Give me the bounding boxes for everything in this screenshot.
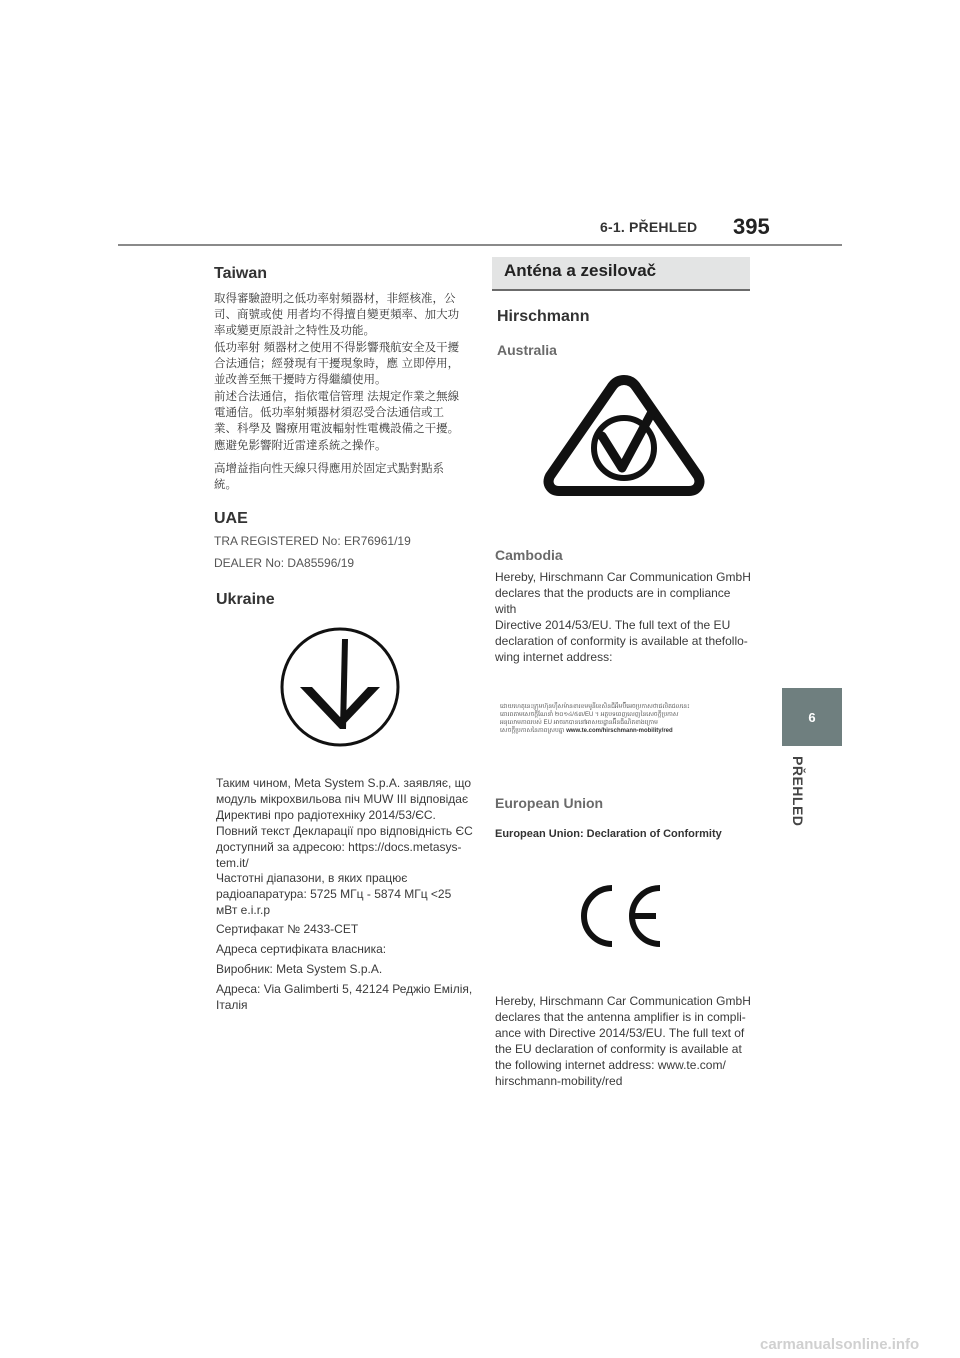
watermark: carmanualsonline.info xyxy=(760,1336,920,1353)
taiwan-paragraph-2: 低功率射 頻器材之使用不得影響飛航安全及干擾 合法通信；經發現有干擾現象時，應 立即停用， 並改善至無干擾時方得繼續使用。 xyxy=(214,340,460,386)
ukraine-manufacturer: Виробник: Meta System S.p.A. xyxy=(216,962,383,976)
taiwan-paragraph-5: 高增益指向性天線只得應用於固定式點對點系 統。 xyxy=(214,461,444,491)
cambodia-declaration: Hereby, Hirschmann Car Communication GmbH declares that the products are in compliance with Directive 2014/53/EU. The full text of the EU declaration of conformity is available at thefollo- wing internet address: xyxy=(495,570,751,664)
ce-mark-icon xyxy=(576,884,664,948)
section-label: 6-1. PŘEHLED xyxy=(600,219,698,235)
ukraine-frequency: Частотні діапазони, в яких працює радіоапаратура: 5725 МГц - 5874 МГц <25 мВт e.i.r.p xyxy=(216,871,452,917)
ukraine-certificate: Сертифакат № 2433-CET xyxy=(216,922,359,936)
eu-subheading: European Union: Declaration of Conformity xyxy=(495,828,722,840)
uae-registration: TRA REGISTERED No: ER76961/19 DEALER No: DA85596/19 xyxy=(214,534,411,570)
ukraine-address: Адреса: Via Galimberti 5, 42124 Реджіо Емілія, Італія xyxy=(216,982,473,1012)
eu-declaration: Hereby, Hirschmann Car Communication GmbH declares that the antenna amplifier is in compli- ance with Directive 2014/53/EU. The full text of the EU declaration of conformity is available at the following internet address: www.te.com/ hirschmann-mobility/red xyxy=(495,994,751,1088)
rcm-compliance-mark-icon xyxy=(540,372,708,496)
eu-heading: European Union xyxy=(495,795,604,811)
chapter-tab-number: 6 xyxy=(808,709,816,725)
header-divider xyxy=(118,244,842,246)
chapter-tab-label: PŘEHLED xyxy=(790,756,806,827)
section-banner-title: Anténa a zesilovač xyxy=(504,261,657,280)
cambodia-heading: Cambodia xyxy=(495,547,563,563)
ukrsepro-mark-icon xyxy=(278,625,402,749)
page-number: 395 xyxy=(733,214,770,239)
section-banner xyxy=(492,257,750,291)
ukraine-heading: Ukraine xyxy=(216,591,275,608)
taiwan-heading: Taiwan xyxy=(214,265,268,282)
brand-heading: Hirschmann xyxy=(497,308,590,325)
taiwan-paragraph-3: 前述合法通信，指依電信管理 法規定作業之無線 電通信。低功率射頻器材須忍受合法通信或工 業、科學及 醫療用電波輻射性電機設備之干擾。 xyxy=(214,389,460,435)
cambodia-khmer-url: www.te.com/hirschmann-mobility/red xyxy=(566,728,673,734)
cambodia-khmer-declaration: ដោយហេតុនេះក្រុមហ៊ុនហ៊ឺសម៉ានខារខមមូនីខេសិនជីអឹមប៊ីអេចប្រកាសថាផលិតផលនេះ គោរពតាមសេចក្តីណែនាំ ២០១៤/៥៣/EU ។ អត្ថបទពេញលេញនៃសេចក្តីប្រកាស អនុលោមភាពរបស់ EU អាចរកបាននៅអាសយដ្ឋានអ៊ីនធឺណិតខាងក្រោម សេចក្តីប្រកាសនៃភាពស្របគ្នា www.te.com/hirschmann-mobility/red xyxy=(500,704,690,734)
chapter-tab[interactable] xyxy=(782,688,842,746)
taiwan-paragraph-4: 應避免影響附近雷達系統之操作。 xyxy=(214,438,387,452)
taiwan-paragraph-1: 取得審驗證明之低功率射頻器材，非經核准，公 司、商號或使 用者均不得擅自變更頻率、加大功 率或變更原設計之特性及功能。 xyxy=(214,291,460,337)
australia-heading: Australia xyxy=(497,342,557,358)
ukraine-declaration: Таким чином, Meta System S.p.A. заявляє, що модуль мікрохвильова піч MUW III відповідає Директиві про радіотехніку 2014/53/ЄС. Повний текст Декларації про відповідність ЄС доступний за адресою: https://docs.metasys- tem.it/ xyxy=(216,776,473,870)
uae-heading: UAE xyxy=(214,510,248,527)
ukraine-owner-address: Адреса сертифіката власника: xyxy=(216,942,387,956)
